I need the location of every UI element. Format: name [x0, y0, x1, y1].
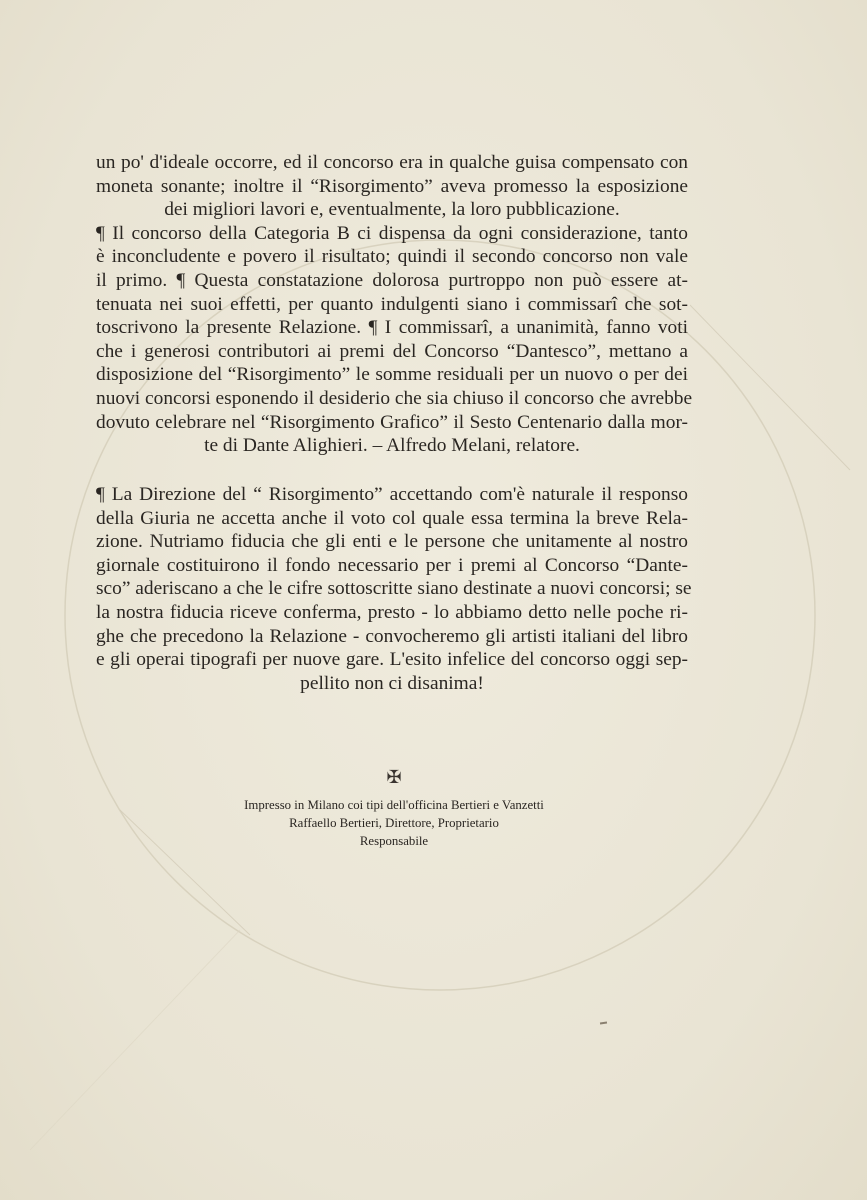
colophon-printer: Impresso in Milano coi tipi dell'officina Bertieri e Vanzetti	[244, 798, 544, 812]
text-line: zione. Nutriamo fiducia che gli enti e le persone che unitamente al nostro	[96, 531, 688, 553]
colophon	[196, 768, 592, 850]
text-line: giornale costituirono il fondo necessario per i premi al Concorso “Dante-	[96, 554, 688, 576]
text-line: ¶ Il concorso della Categoria B ci dispensa da ogni considerazione, tanto	[96, 222, 688, 244]
text-line: nuovi concorsi esponendo il desiderio che sia chiuso il concorso che avrebbe	[96, 387, 693, 409]
colophon-responsible: Responsabile	[359, 834, 429, 848]
text-line: il primo. ¶ Questa constatazione dolorosa purtroppo non può essere at-	[96, 269, 688, 291]
text-line: ¶ La Direzione del “ Risorgimento” accettando com'è naturale il responso	[96, 484, 688, 505]
text-line: che i generosi contributori ai premi del Concorso “Dantesco”, mettano a	[96, 340, 688, 362]
ornament-icon: ✠	[386, 767, 402, 787]
text-line: pellito non ci disanima!	[300, 672, 484, 694]
text-line: un po' d'ideale occorre, ed il concorso era in qualche guisa compensato con	[96, 152, 688, 173]
text-line: toscrivono la presente Relazione. ¶ I commissarî, a unanimità, fanno voti	[96, 317, 688, 339]
text-line: e gli operai tipografi per nuove gare. L'esito infelice del concorso oggi sep-	[96, 649, 688, 671]
text-line: della Giuria ne accetta anche il voto col quale essa termina la breve Rela-	[96, 507, 688, 529]
relazione-paragraph	[96, 151, 693, 458]
text-line: è inconcludente e povero il risultato; quindi il secondo concorso non vale	[96, 246, 688, 268]
text-line: te di Dante Alighieri. – Alfredo Melani, relatore.	[204, 435, 580, 457]
text-line: moneta sonante; inoltre il “Risorgimento” aveva promesso la esposizione	[96, 175, 688, 197]
direzione-paragraph	[96, 483, 692, 695]
text-line: sco” aderiscano a che le cifre sottoscritte siano destinate a nuovi concorsi; se	[96, 578, 692, 600]
text-line: ghe che precedono la Relazione - convocheremo gli artisti italiani del libro	[96, 625, 688, 647]
colophon-director: Raffaello Bertieri, Direttore, Proprietario	[289, 816, 499, 830]
text-line: dovuto celebrare nel “Risorgimento Grafico” il Sesto Centenario dalla mor-	[96, 411, 688, 433]
text-line: la nostra fiducia riceve conferma, presto - lo abbiamo detto nelle poche ri-	[96, 601, 688, 623]
text-line: tenuata nei suoi effetti, per quanto indulgenti siano i commissarî che sot-	[96, 293, 688, 315]
text-line: disposizione del “Risorgimento” le somme residuali per un nuovo o per dei	[96, 364, 688, 386]
text-line: dei migliori lavori e, eventualmente, la loro pubblicazione.	[164, 199, 620, 221]
